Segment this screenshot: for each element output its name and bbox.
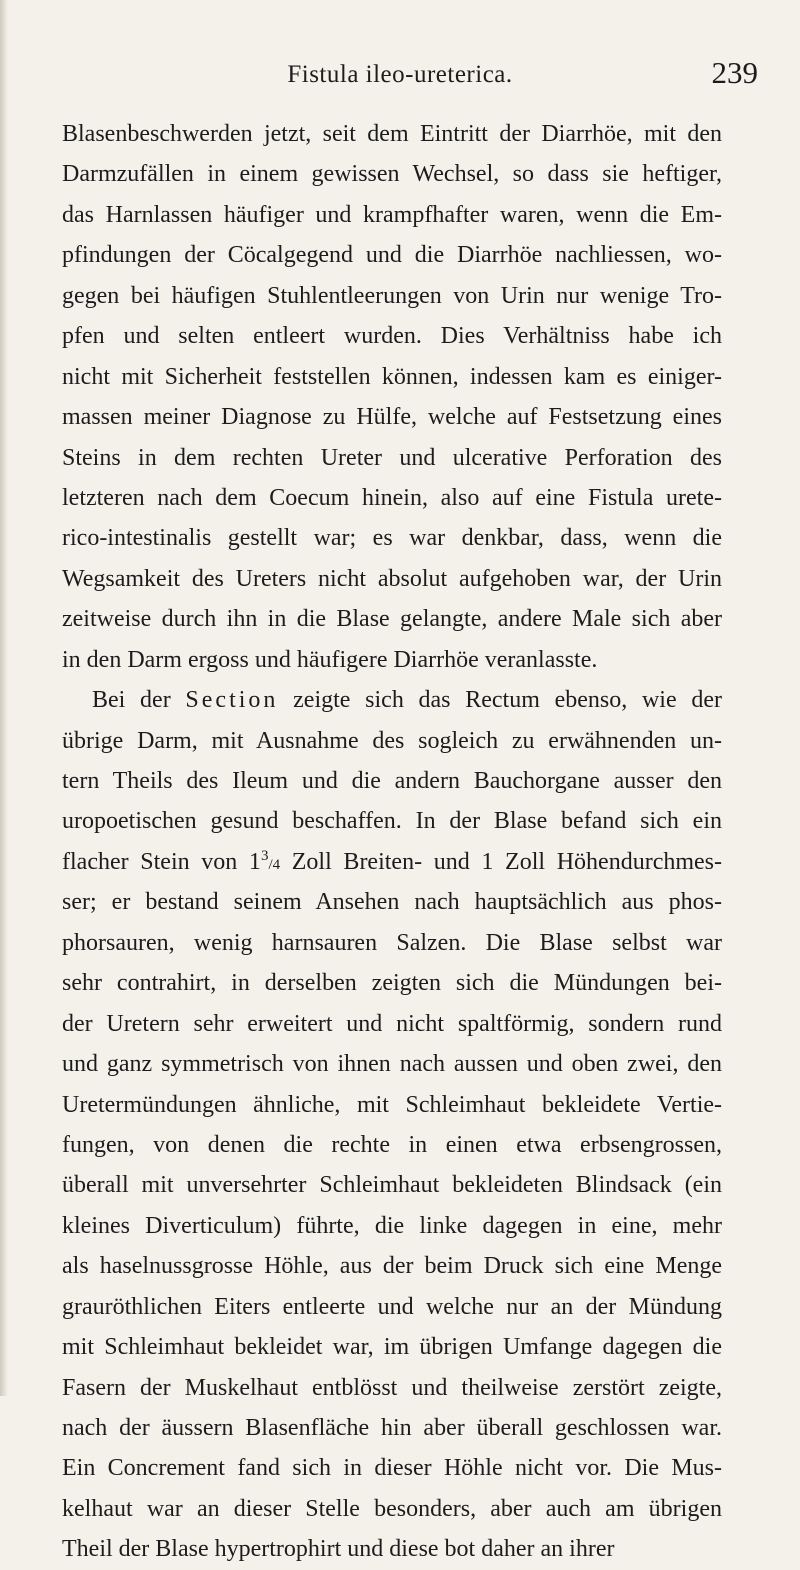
text-line: in den Darm ergoss und häufigere Diarrhöe veranlasste. <box>62 646 598 673</box>
paragraph-2 <box>62 680 722 1570</box>
text-line: Blasenbeschwerden jetzt, seit dem Eintritt der Diarrhöe, mit den <box>62 121 722 147</box>
paragraph-1 <box>62 114 722 680</box>
text-line: phorsauren, wenig harnsauren Salzen. Die Blase selbst war <box>62 929 722 956</box>
text-segment: flacher Stein von 1 <box>62 848 261 875</box>
text-line: nicht mit Sicherheit feststellen können, indessen kam es einiger- <box>62 363 722 390</box>
page-edge-shadow <box>0 0 8 1396</box>
text-line: kelhaut war an dieser Stelle besonders, aber auch am übrigen <box>62 1495 722 1522</box>
text-line: Darmzufällen in einem gewissen Wechsel, so dass sie heftiger, <box>62 161 722 188</box>
page-number: 239 <box>711 55 758 90</box>
text-line: zeitweise durch ihn in die Blase gelangte, andere Male sich aber <box>62 606 722 633</box>
text-line: und ganz symmetrisch von ihnen nach aussen und oben zwei, den <box>62 1051 722 1078</box>
text-line: fungen, von denen die rechte in einen etwa erbsengrossen, <box>62 1131 722 1158</box>
text-line: nach der äussern Blasenfläche hin aber überall geschlossen war. <box>62 1415 722 1441</box>
text-line: Fasern der Muskelhaut entblösst und theilweise zerstört zeigte, <box>62 1374 722 1401</box>
text-line: Wegsamkeit des Ureters nicht absolut aufgehoben war, der Urin <box>62 565 722 592</box>
text-segment: Zoll Breiten- und 1 Zoll Höhendurchmes- <box>280 848 722 875</box>
text-line: uropoetischen gesund beschaffen. In der Blase befand sich ein <box>62 808 722 835</box>
text-line <box>62 680 722 720</box>
text-line: übrige Darm, mit Ausnahme des sogleich zu erwähnenden un- <box>62 727 722 754</box>
text-line: massen meiner Diagnose zu Hülfe, welche auf Festsetzung eines <box>62 404 722 431</box>
running-title: Fistula ileo-ureterica. <box>287 61 513 88</box>
text-line: ser; er bestand seinem Ansehen nach hauptsächlich aus phos- <box>62 889 722 916</box>
text-line: sehr contrahirt, in derselben zeigten sich die Mündungen bei- <box>62 970 722 997</box>
text-line: Ein Concrement fand sich in dieser Höhle nicht vor. Die Mus- <box>62 1455 722 1482</box>
text-line: überall mit unversehrter Schleimhaut bekleideten Blindsack (ein <box>62 1172 722 1199</box>
text-segment: Bei der <box>92 687 171 714</box>
text-line: Theil der Blase hypertrophirt und diese bot daher an ihrer <box>62 1536 615 1563</box>
text-line: als haselnussgrosse Höhle, aus der beim Druck sich eine Menge <box>62 1253 722 1280</box>
text-line: letzteren nach dem Coecum hinein, also auf eine Fistula urete- <box>62 484 722 511</box>
text-line <box>62 842 722 882</box>
text-line: pfen und selten entleert wurden. Dies Verhältniss habe ich <box>62 323 722 350</box>
text-line: tern Theils des Ileum und die andern Bauchorgane ausser den <box>62 768 722 794</box>
text-segment: zeigte sich das Rectum ebenso, wie der <box>293 687 722 714</box>
page-header <box>0 55 800 95</box>
fraction-denominator: /4 <box>268 856 281 873</box>
text-line: kleines Diverticulum) führte, die linke dagegen in eine, mehr <box>62 1212 722 1239</box>
body-text <box>62 114 722 1570</box>
text-line: das Harnlassen häufiger und krampfhafter waren, wenn die Em- <box>62 201 722 228</box>
text-line: pfindungen der Cöcalgegend und die Diarrhöe nachliessen, wo- <box>62 242 722 269</box>
text-line: grauröthlichen Eiters entleerte und welche nur an der Mündung <box>62 1293 722 1320</box>
text-line: mit Schleimhaut bekleidet war, im übrigen Umfange dagegen die <box>62 1334 722 1361</box>
text-line: Steins in dem rechten Ureter und ulcerative Perforation des <box>62 444 722 471</box>
emphasized-word: Section <box>185 687 279 714</box>
text-line: rico-intestinalis gestellt war; es war denkbar, dass, wenn die <box>62 525 722 552</box>
text-line: Uretermündungen ähnliche, mit Schleimhaut bekleidete Vertie- <box>62 1091 722 1118</box>
text-line: der Uretern sehr erweitert und nicht spaltförmig, sondern rund <box>62 1010 722 1037</box>
fraction-numerator: 3 <box>260 847 269 864</box>
text-line: gegen bei häufigen Stuhlentleerungen von Urin nur wenige Tro- <box>62 282 722 309</box>
